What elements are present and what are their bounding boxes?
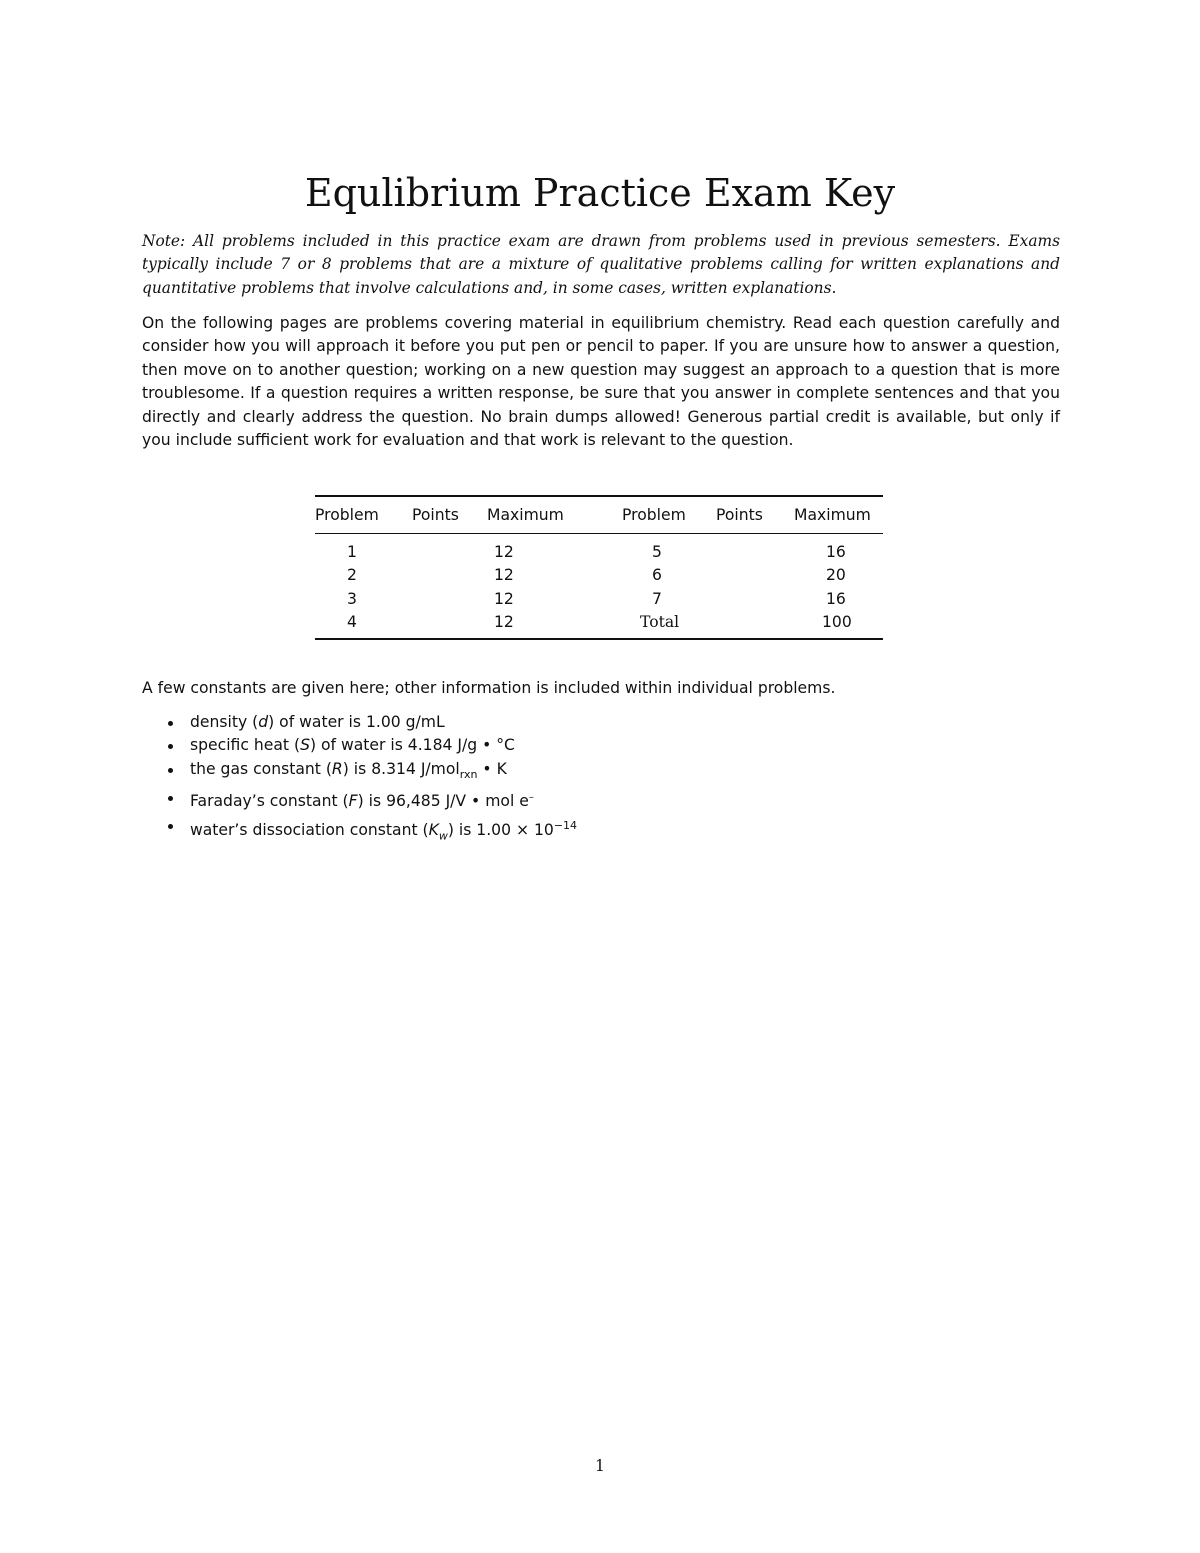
cell-points [412, 534, 487, 564]
note-paragraph: Note: All problems included in this practice exam are drawn from problems used in previous semesters. Exams typically include 7 or 8 problems that are a mixture of qualitative problems calling for written explanations and quantitative problems that involve calculations and, in some cases, written explanations. [142, 232, 1060, 297]
score-table [315, 495, 883, 640]
constants-list [164, 711, 577, 848]
list-item: density (d) of water is 1.00 g/mL [164, 711, 577, 734]
cell-problem: 2 [347, 566, 357, 585]
intro-paragraph: On the following pages are problems covering material in equilibrium chemistry. Read each question carefully and consider how you will approach it before you put pen or pencil to paper. If you are unsure how to answer a question, then move on to another question; working on a new question may suggest an approach to a question that is more troublesome. If a question requires a written response, be sure that you answer in complete sentences and that you directly and clearly address the question. No brain dumps allowed! Generous partial credit is available, but only if you include sufficient work for evaluation and that work is relevant to the question. [142, 314, 1060, 450]
bullet-icon [168, 721, 173, 726]
cell-points [716, 564, 794, 588]
cell-problem: 7 [652, 589, 662, 608]
table-row [315, 587, 883, 611]
constants-lead: A few constants are given here; other information is included within individual problems. [142, 679, 836, 697]
bullet-icon [168, 796, 173, 801]
cell-maximum: 12 [494, 589, 514, 608]
cell-problem: 1 [347, 542, 357, 561]
cell-problem: 4 [347, 613, 357, 632]
cell-points [412, 611, 487, 640]
list-item: water’s dissociation constant $(K_w)$ is $1.00 \times 10^{-14}$ [164, 814, 577, 848]
cell-points [412, 564, 487, 588]
table-row [315, 564, 883, 588]
document-title: Equlibrium Practice Exam Key [304, 171, 896, 216]
cell-maximum: 20 [826, 566, 846, 585]
header-problem-1: Problem [315, 506, 379, 524]
cell-problem: 6 [652, 566, 662, 585]
list-item: Faraday’s constant (F) is 96,485 J/V • mol e– [164, 786, 577, 814]
header-points-1: Points [412, 506, 459, 524]
bullet-icon [168, 744, 173, 749]
header-maximum-2: Maximum [794, 506, 871, 524]
header-maximum-1: Maximum [487, 506, 564, 524]
table-row [315, 534, 883, 564]
header-points-2: Points [716, 506, 763, 524]
cell-maximum: 16 [826, 542, 846, 561]
cell-problem: 3 [347, 589, 357, 608]
cell-problem: 5 [652, 542, 662, 561]
cell-points [412, 587, 487, 611]
cell-total-label: Total [640, 613, 680, 632]
cell-maximum: 16 [826, 589, 846, 608]
list-item: specific heat (S) of water is 4.184 J/g • °C [164, 734, 577, 757]
cell-maximum: 100 [822, 613, 852, 632]
cell-maximum: 12 [494, 542, 514, 561]
cell-maximum: 12 [494, 566, 514, 585]
cell-points [716, 534, 794, 564]
score-table-header-row [315, 496, 883, 534]
page-number: 1 [595, 1457, 605, 1475]
list-item: the gas constant (R) is 8.314 J/mol$_{rxn}$ • K [164, 758, 577, 787]
header-problem-2: Problem [622, 506, 686, 524]
cell-points [716, 587, 794, 611]
table-row [315, 611, 883, 640]
cell-points [716, 611, 794, 640]
cell-maximum: 12 [494, 613, 514, 632]
bullet-icon [168, 824, 173, 829]
bullet-icon [168, 768, 173, 773]
